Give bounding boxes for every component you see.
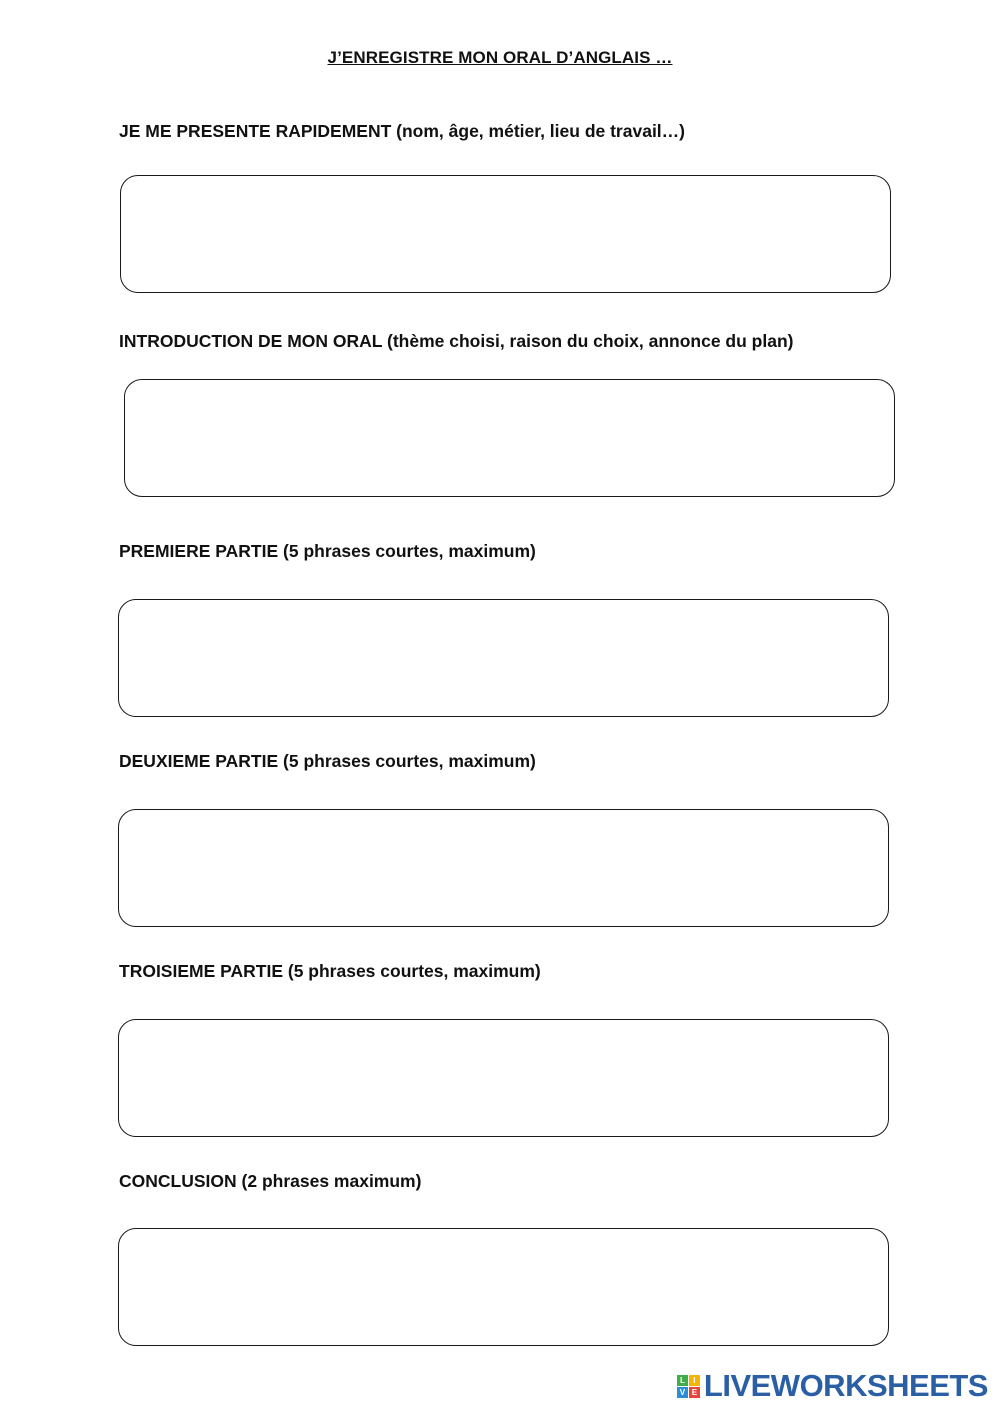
section-heading: DEUXIEME PARTIE xyxy=(119,751,279,771)
answer-box-second-part[interactable] xyxy=(118,809,889,927)
section-hint: (thème choisi, raison du choix, annonce du plan) xyxy=(387,331,794,351)
logo-text: LIVEWORKSHEETS xyxy=(703,1368,988,1403)
section-hint: (5 phrases courtes, maximum) xyxy=(283,541,536,561)
section-label-first-part xyxy=(119,541,536,562)
answer-box-first-part[interactable] xyxy=(118,599,889,717)
answer-box-introduction[interactable] xyxy=(124,379,895,497)
section-label-third-part xyxy=(119,961,541,982)
logo-mark-letter: L xyxy=(677,1375,688,1386)
section-label-introduction xyxy=(119,331,793,352)
logo-mark-letter: I xyxy=(689,1375,700,1386)
section-heading: TROISIEME PARTIE xyxy=(119,961,283,981)
answer-box-presentation[interactable] xyxy=(120,175,891,293)
page-title: J’ENREGISTRE MON ORAL D’ANGLAIS … xyxy=(327,48,673,67)
answer-box-conclusion[interactable] xyxy=(118,1228,889,1346)
section-label-second-part xyxy=(119,751,536,772)
liveworksheets-logo xyxy=(677,1368,988,1404)
logo-mark-letter: E xyxy=(689,1387,700,1398)
section-heading: JE ME PRESENTE RAPIDEMENT xyxy=(119,121,392,141)
logo-mark-letter: V xyxy=(677,1387,688,1398)
section-heading: PREMIERE PARTIE xyxy=(119,541,279,561)
answer-box-third-part[interactable] xyxy=(118,1019,889,1137)
section-hint: (5 phrases courtes, maximum) xyxy=(283,751,536,771)
section-hint: (5 phrases courtes, maximum) xyxy=(287,961,541,981)
logo-mark-icon xyxy=(677,1375,700,1398)
section-label-presentation xyxy=(119,121,685,142)
section-label-conclusion xyxy=(119,1171,421,1192)
section-hint: (2 phrases maximum) xyxy=(241,1171,422,1191)
section-heading: INTRODUCTION DE MON ORAL xyxy=(119,331,383,351)
section-hint: (nom, âge, métier, lieu de travail…) xyxy=(396,121,685,141)
section-heading: CONCLUSION xyxy=(119,1171,237,1191)
